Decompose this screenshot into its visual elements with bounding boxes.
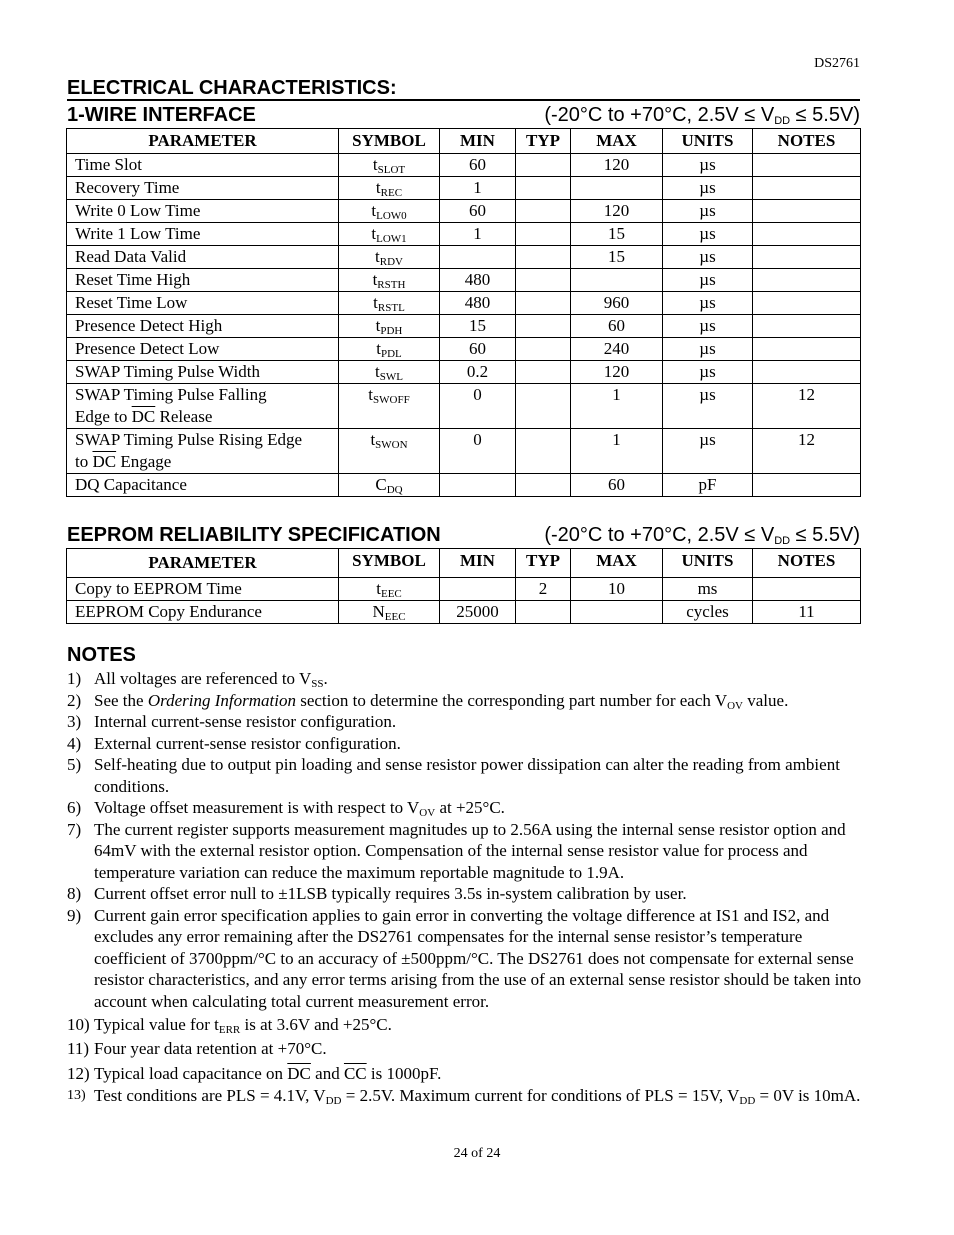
col-header: MAX <box>571 549 663 578</box>
section-title-eeprom: EEPROM RELIABILITY SPECIFICATION <box>67 524 441 546</box>
typ-cell <box>516 474 571 497</box>
conditions-eeprom: (-20°C to +70°C, $2.5V \le V_{DD} \le 5.5V$) <box>544 524 860 547</box>
min-cell: 480 <box>440 269 516 292</box>
typ-cell <box>516 223 571 246</box>
units-cell: µs <box>663 246 753 269</box>
max-cell <box>571 269 663 292</box>
note-item: 1) All voltages are referenced to $V_{SS}$. <box>67 669 328 690</box>
param-cell: Read Data Valid <box>67 246 339 269</box>
symbol-cell: $t_{LOW0}$ <box>339 200 440 223</box>
max-cell: 120 <box>571 361 663 384</box>
table-row <box>67 429 861 474</box>
param-cell: SWAP Timing Pulse Rising Edge to $\overline{DC}$ Engage <box>67 429 339 474</box>
col-header: NOTES <box>753 549 861 578</box>
param-cell: SWAP Timing Pulse Width <box>67 361 339 384</box>
units-cell: µs <box>663 384 753 429</box>
note-item: 10) Typical value for $t_{ERR}$ is at 3.6V and +25°C. <box>67 1015 392 1036</box>
symbol-cell: $t_{SWON}$ <box>339 429 440 474</box>
col-header: MIN <box>440 549 516 578</box>
col-header: UNITS <box>663 549 753 578</box>
symbol-cell: $t_{EEC}$ <box>339 578 440 601</box>
table-row <box>67 269 861 292</box>
note-item: 12) Typical load capacitance on $\overline{DC}$ and $\overline{CC}$ is 1000pF. <box>67 1064 442 1083</box>
table-row <box>67 361 861 384</box>
param-cell: Presence Detect High <box>67 315 339 338</box>
param-cell: Reset Time High <box>67 269 339 292</box>
min-cell: 480 <box>440 292 516 315</box>
notes-cell <box>753 246 861 269</box>
min-cell: 0.2 <box>440 361 516 384</box>
typ-cell <box>516 315 571 338</box>
symbol-cell: $t_{RSTH}$ <box>339 269 440 292</box>
units-cell: cycles <box>663 601 753 624</box>
symbol-cell: $t_{PDH}$ <box>339 315 440 338</box>
note-item: 9) Current gain error specification applies to gain error in converting the voltage difference at IS1 and IS2, and excludes any error remaining after the DS2761 compensates for the internal sense resistor’s temperature coefficient of 3700ppm/°C to an accuracy of ±500ppm/°C. The DS2761 does not compensate for external sense resistor characteristics, and any error terms arising from the use of an external sense resistor should be taken into account when calculating total current measurement error. <box>67 905 862 1011</box>
param-cell: Recovery Time <box>67 177 339 200</box>
max-cell: 120 <box>571 154 663 177</box>
table-row <box>67 474 861 497</box>
notes-cell <box>753 177 861 200</box>
param-cell: DQ Capacitance <box>67 474 339 497</box>
table-row <box>67 177 861 200</box>
typ-cell <box>516 292 571 315</box>
min-cell: 0 <box>440 429 516 474</box>
max-cell: 1 <box>571 429 663 474</box>
min-cell: 15 <box>440 315 516 338</box>
page-number: 24 of 24 <box>453 1146 501 1161</box>
param-cell: Write 0 Low Time <box>67 200 339 223</box>
note-item: 5) Self-heating due to output pin loading and sense resistor power dissipation can alter the reading from ambient conditions. <box>67 755 840 796</box>
typ-cell <box>516 246 571 269</box>
col-header: SYMBOL <box>339 549 440 578</box>
col-header: TYP <box>516 129 571 154</box>
max-cell: 240 <box>571 338 663 361</box>
notes-cell: 12 <box>753 384 861 429</box>
note-item: 11) Four year data retention at +70°C. <box>67 1038 327 1058</box>
units-cell: pF <box>663 474 753 497</box>
param-cell: SWAP Timing Pulse Falling Edge to $\overline{DC}$ Release <box>67 384 339 429</box>
max-cell: 1 <box>571 384 663 429</box>
note-item: 3) Internal current-sense resistor configuration. <box>67 712 397 731</box>
symbol-cell: $t_{SLOT}$ <box>339 154 440 177</box>
symbol-cell: $t_{RSTL}$ <box>339 292 440 315</box>
document-id: DS2761 <box>814 56 860 71</box>
min-cell <box>440 246 516 269</box>
max-cell: 60 <box>571 315 663 338</box>
units-cell: µs <box>663 292 753 315</box>
table-row <box>67 601 861 624</box>
symbol-cell: $t_{SWL}$ <box>339 361 440 384</box>
min-cell <box>440 578 516 601</box>
typ-cell <box>516 269 571 292</box>
units-cell: µs <box>663 429 753 474</box>
table-header-row <box>67 549 861 578</box>
symbol-cell: $t_{SWOFF}$ <box>339 384 440 429</box>
symbol-cell: $N_{EEC}$ <box>339 601 440 624</box>
units-cell: µs <box>663 200 753 223</box>
min-cell: 0 <box>440 384 516 429</box>
onewire-table <box>66 128 861 497</box>
max-cell: 60 <box>571 474 663 497</box>
table-header-row <box>67 129 861 154</box>
notes-cell <box>753 154 861 177</box>
col-header: PARAMETER <box>67 129 339 154</box>
min-cell: 60 <box>440 154 516 177</box>
param-cell: Copy to EEPROM Time <box>67 578 339 601</box>
eeprom-table <box>66 548 861 624</box>
param-cell: Presence Detect Low <box>67 338 339 361</box>
max-cell: 15 <box>571 246 663 269</box>
notes-cell <box>753 361 861 384</box>
min-cell: 1 <box>440 177 516 200</box>
symbol-cell: $t_{RDV}$ <box>339 246 440 269</box>
note-item: 4) External current-sense resistor configuration. <box>67 733 401 753</box>
col-header: NOTES <box>753 129 861 154</box>
section-title-electrical: ELECTRICAL CHARACTERISTICS: <box>67 77 397 99</box>
units-cell: µs <box>663 154 753 177</box>
table-row <box>67 246 861 269</box>
table-row <box>67 578 861 601</box>
units-cell: µs <box>663 269 753 292</box>
units-cell: µs <box>663 315 753 338</box>
min-cell <box>440 474 516 497</box>
min-cell: 60 <box>440 200 516 223</box>
col-header: TYP <box>516 549 571 578</box>
max-cell: 120 <box>571 200 663 223</box>
notes-cell <box>753 474 861 497</box>
typ-cell <box>516 177 571 200</box>
units-cell: µs <box>663 177 753 200</box>
notes-cell <box>753 200 861 223</box>
units-cell: ms <box>663 578 753 601</box>
table-row <box>67 315 861 338</box>
table-row <box>67 292 861 315</box>
typ-cell <box>516 200 571 223</box>
note-item: 13) Test conditions are PLS = 4.1V, $V_{DD} = 2.5V$. Maximum current for conditions of PLS = 15V, $V_{DD} = 0V$ is 10mA. <box>67 1085 861 1107</box>
col-header: PARAMETER <box>67 549 339 578</box>
col-header: MAX <box>571 129 663 154</box>
notes-list <box>67 668 867 1106</box>
param-cell: Time Slot <box>67 154 339 177</box>
section-subtitle-1wire: 1-WIRE INTERFACE <box>67 104 256 126</box>
table-row <box>67 154 861 177</box>
symbol-cell: $t_{REC}$ <box>339 177 440 200</box>
section-rule <box>67 99 860 101</box>
typ-cell <box>516 154 571 177</box>
units-cell: µs <box>663 338 753 361</box>
max-cell: 960 <box>571 292 663 315</box>
col-header: MIN <box>440 129 516 154</box>
notes-cell <box>753 315 861 338</box>
note-item: 8) Current offset error null to ±1LSB typically requires 3.5s in-system calibration by user. <box>67 884 687 903</box>
max-cell: 10 <box>571 578 663 601</box>
min-cell: 25000 <box>440 601 516 624</box>
symbol-cell: $t_{PDL}$ <box>339 338 440 361</box>
typ-cell <box>516 384 571 429</box>
note-item: 7) The current register supports measurement magnitudes up to 2.56A using the internal sense resistor option and 64mV with the external resistor option. Compensation of the internal sense resistor value for process and temperature variation can reduce the maximum reportable magnitude to 1.9A. <box>67 819 846 882</box>
table-row <box>67 200 861 223</box>
conditions-1wire: (-20°C to +70°C, $2.5V \le V_{DD} \le 5.5V$) <box>544 104 860 127</box>
notes-heading: NOTES <box>67 644 136 666</box>
notes-cell <box>753 578 861 601</box>
units-cell: µs <box>663 361 753 384</box>
max-cell <box>571 177 663 200</box>
min-cell: 1 <box>440 223 516 246</box>
table-row <box>67 384 861 429</box>
symbol-cell: $t_{LOW1}$ <box>339 223 440 246</box>
note-item: 2) See the Ordering Information section to determine the corresponding part number for each $V_{OV}$ value. <box>67 690 789 712</box>
typ-cell <box>516 601 571 624</box>
param-cell: Reset Time Low <box>67 292 339 315</box>
max-cell <box>571 601 663 624</box>
units-cell: µs <box>663 223 753 246</box>
min-cell: 60 <box>440 338 516 361</box>
typ-cell: 2 <box>516 578 571 601</box>
symbol-cell: $C_{DQ}$ <box>339 474 440 497</box>
col-header: UNITS <box>663 129 753 154</box>
typ-cell <box>516 429 571 474</box>
notes-cell <box>753 338 861 361</box>
max-cell: 15 <box>571 223 663 246</box>
notes-cell: 11 <box>753 601 861 624</box>
param-cell: EEPROM Copy Endurance <box>67 601 339 624</box>
notes-cell <box>753 269 861 292</box>
typ-cell <box>516 361 571 384</box>
col-header: SYMBOL <box>339 129 440 154</box>
notes-cell <box>753 223 861 246</box>
param-cell: Write 1 Low Time <box>67 223 339 246</box>
notes-cell <box>753 292 861 315</box>
notes-cell: 12 <box>753 429 861 474</box>
typ-cell <box>516 338 571 361</box>
table-row <box>67 223 861 246</box>
table-row <box>67 338 861 361</box>
note-item: 6) Voltage offset measurement is with respect to $V_{OV}$ at +25°C. <box>67 798 505 819</box>
